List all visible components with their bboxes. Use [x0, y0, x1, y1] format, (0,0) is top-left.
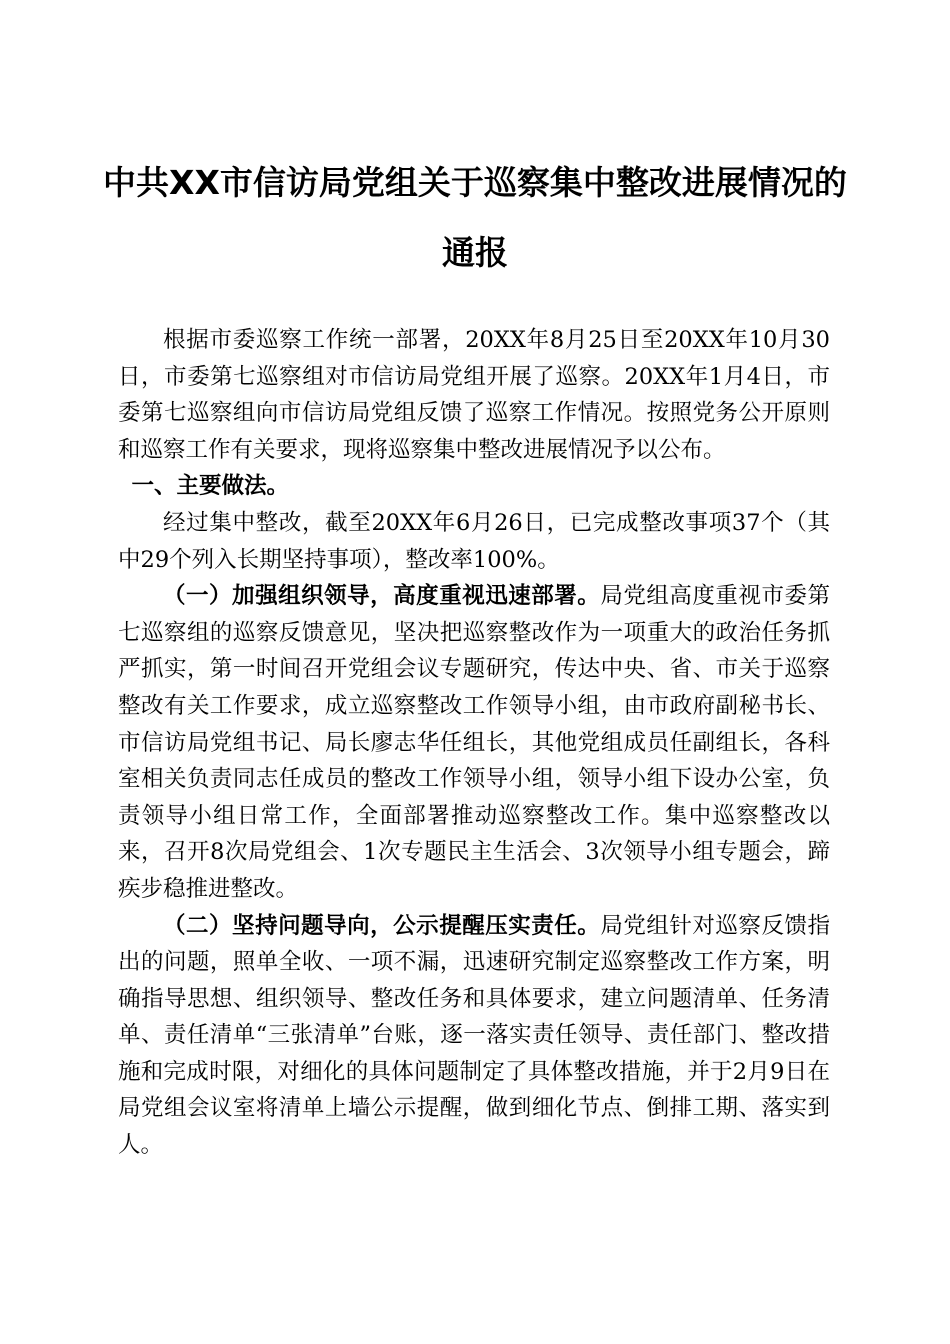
section-heading: 一、主要做法。 — [131, 473, 290, 500]
document-body — [118, 322, 830, 1164]
summary-paragraph: 经过集中整改，截至20XX年6月26日，已完成整改事项37个（其中29个列入长期坚持事项），整改率100%。 — [118, 509, 830, 573]
item-1-heading: （一）加强组织领导，高度重视迅速部署。 — [163, 583, 601, 610]
document-title: 中共XX市信访局党组关于巡察集中整改进展情况的通报 — [103, 163, 847, 272]
intro-paragraph: 根据市委巡察工作统一部署，20XX年8月25日至20XX年10月30日，市委第七巡察组对市信访局党组开展了巡察。20XX年1月4日，市委第七巡察组向市信访局党组反馈了巡察工作情况。按照党务公开原则和巡察工作有关要求，现将巡察集中整改进展情况予以公布。 — [118, 327, 830, 463]
item-2-body: 局党组针对巡察反馈指出的问题，照单全收、一项不漏，迅速研究制定巡察整改工作方案，明确指导思想、组织领导、整改任务和具体要求，建立问题清单、任务清单、责任清单“三张清单”台账，逐一落实责任领导、责任部门、整改措施和完成时限，对细化的具体问题制定了具体整改措施，并于2月9日在局党组会议室将清单上墙公示提醒，做到细化节点、倒排工期、落实到人。 — [118, 912, 830, 1159]
item-2-heading: （二）坚持问题导向，公示提醒压实责任。 — [163, 912, 601, 939]
item-2-paragraph — [118, 908, 830, 1164]
item-1-paragraph — [118, 578, 830, 907]
item-1-body: 局党组高度重视市委第七巡察组的巡察反馈意见，坚决把巡察整改作为一项重大的政治任务抓严抓实，第一时间召开党组会议专题研究，传达中央、省、市关于巡察整改有关工作要求，成立巡察整改工作领导小组，由市政府副秘书长、市信访局党组书记、局长廖志华任组长，其他党组成员任副组长，各科室相关负责同志任成员的整改工作领导小组，领导小组下设办公室，负责领导小组日常工作，全面部署推动巡察整改工作。集中巡察整改以来，召开8次局党组会、1次专题民主生活会、3次领导小组专题会，蹄疾步稳推进整改。 — [118, 583, 830, 902]
